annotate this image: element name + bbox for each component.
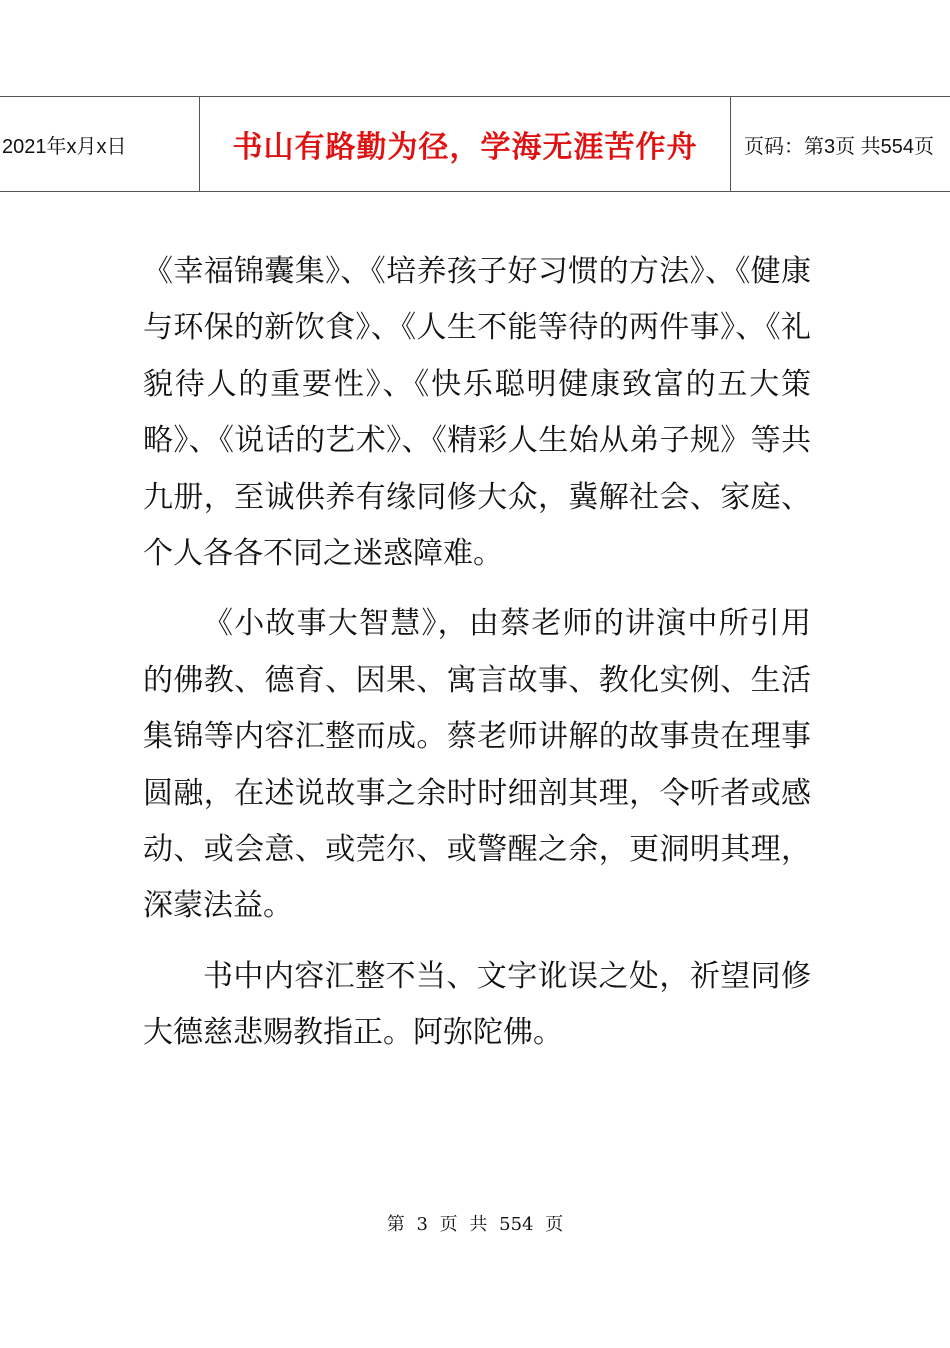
page-header <box>0 96 950 192</box>
document-body <box>143 244 811 1062</box>
header-date: 2021年x月x日 <box>0 97 200 191</box>
paragraph-2: 《小故事大智慧》，由蔡老师的讲演中所引用的佛教、德育、因果、寓言故事、教化实例、生活集锦等内容汇整而成。蔡老师讲解的故事贵在理事圆融，在述说故事之余时时细剖其理，令听者或感动、或会意、或莞尔、或警醒之余，更洞明其理，深蒙法益。 <box>143 606 811 924</box>
header-page-info: 页码：第3页 共554页 <box>744 135 935 158</box>
paragraph-1: 《幸福锦囊集》、《培养孩子好习惯的方法》、《健康与环保的新饮食》、《人生不能等待的两件事》、《礼貌待人的重要性》、《快乐聪明健康致富的五大策略》、《说话的艺术》、《精彩人生始从弟子规》等共九册，至诚供养有缘同修大众，冀解社会、家庭、个人各各不同之迷惑障难。 <box>143 254 811 572</box>
header-motto: 书山有路勤为径，学海无涯苦作舟 <box>200 97 731 191</box>
page-footer: 第 3 页 共 554 页 <box>386 1214 564 1235</box>
paragraph-3: 书中内容汇整不当、文字讹误之处，祈望同修大德慈悲赐教指正。阿弥陀佛。 <box>143 958 811 1051</box>
